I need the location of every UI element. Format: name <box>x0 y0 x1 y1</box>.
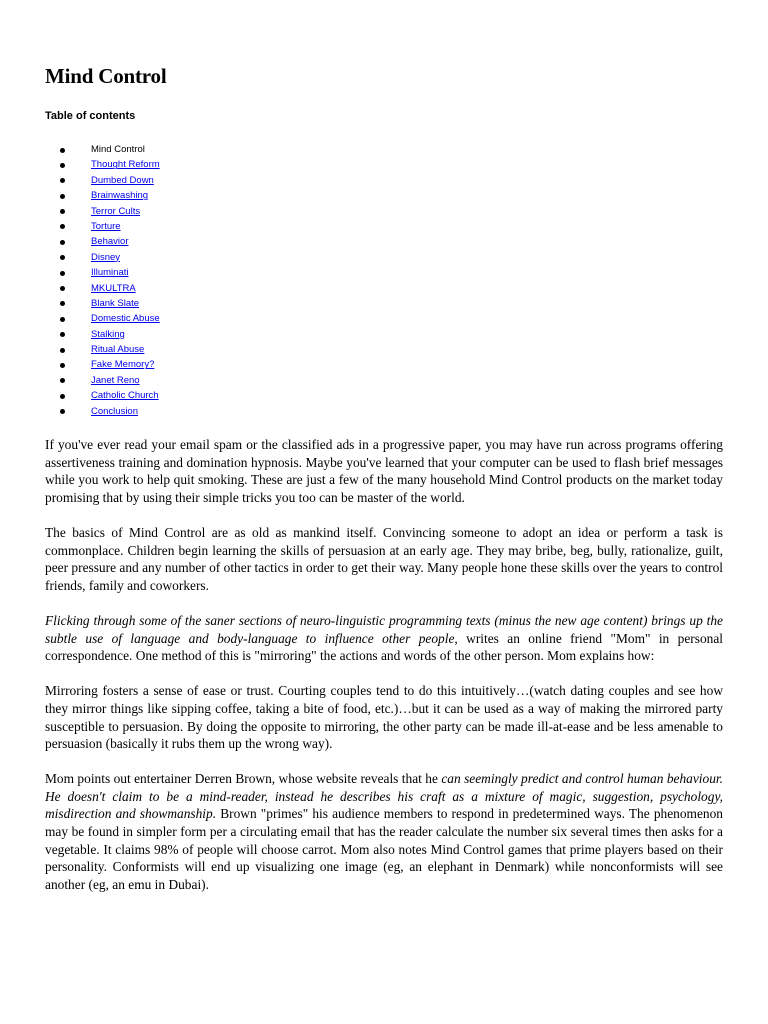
bullet-icon <box>60 178 65 183</box>
toc-link-stalking[interactable]: Stalking <box>91 328 125 340</box>
toc-heading: Table of contents <box>45 110 136 122</box>
toc-item-catholic-church[interactable] <box>0 388 160 403</box>
toc-item-thought-reform[interactable] <box>0 157 160 172</box>
bullet-icon <box>60 394 65 399</box>
paragraph-text: , writes an online friend "Mom" in personal correspondence. One method of this is "mirroring" the actions and words of the other person. Mom explains how: <box>45 630 723 664</box>
toc-link-ritual-abuse[interactable]: Ritual Abuse <box>91 344 145 356</box>
toc-item-fake-memory[interactable] <box>0 357 160 372</box>
bullet-icon <box>60 286 65 291</box>
bullet-icon <box>60 209 65 214</box>
paragraph-text: Brown "primes" his audience members to respond in predetermined ways. The phenomenon may be found in simpler form per a circulating email that has the reader calculate the number six several times then asks for a vegetable. It claims 98% of people will choose carrot. Mom also notes Mind Control games that prime players based on their personality. Conformists will end up visualizing one image (eg, an elephant in Denmark) while nonconformists will see another (eg, an emu in Dubai). <box>45 806 723 892</box>
toc-link-brainwashing[interactable]: Brainwashing <box>91 190 149 202</box>
toc-link-fake-memory[interactable]: Fake Memory? <box>91 359 155 371</box>
bullet-icon <box>60 317 65 322</box>
toc-item-blank-slate[interactable] <box>0 296 160 311</box>
bullet-icon <box>60 224 65 229</box>
toc-item-torture[interactable] <box>0 219 160 234</box>
paragraph-3 <box>45 612 723 665</box>
toc-item-mind-control <box>0 142 160 157</box>
bullet-icon <box>60 240 65 245</box>
toc-link-illuminati[interactable]: Illuminati <box>91 267 129 279</box>
bullet-icon <box>60 332 65 337</box>
quoted-text: can seemingly predict and control human behaviour. He doesn't claim to be a mind-reader, instead he describes his craft as a mixture of magic, suggestion, psychology, misdirection and showmanship. <box>45 771 723 822</box>
bullet-icon <box>60 348 65 353</box>
toc-link-terror-cults[interactable]: Terror Cults <box>91 205 141 217</box>
toc-item-domestic-abuse[interactable] <box>0 311 160 326</box>
bullet-icon <box>60 148 65 153</box>
toc-link-torture[interactable]: Torture <box>91 220 121 232</box>
toc-link-dumbed-down[interactable]: Dumbed Down <box>91 174 154 186</box>
paragraph-4: Mirroring fosters a sense of ease or trust. Courting couples tend to do this intuitively…(watch dating couples and see how they mirror things like sipping coffee, taking a bite of food, etc.)…but it can be used as a way of making the mirrored party susceptible to persuasion. By doing the opposite to mirroring, the other party can be made ill-at-ease and be less amenable to persuasion (basically it rubs them up the wrong way). <box>45 683 723 752</box>
toc-link-conclusion[interactable]: Conclusion <box>91 405 138 417</box>
toc-item-disney[interactable] <box>0 250 160 265</box>
article-body <box>45 436 723 911</box>
bullet-icon <box>60 271 65 276</box>
bullet-icon <box>60 363 65 368</box>
table-of-contents <box>0 142 160 419</box>
toc-link-mkultra[interactable]: MKULTRA <box>91 282 136 294</box>
paragraph-text: Mom points out entertainer Derren Brown, whose website reveals that he <box>45 771 442 787</box>
toc-item-mkultra[interactable] <box>0 281 160 296</box>
page-title: Mind Control <box>45 64 167 88</box>
toc-item-conclusion[interactable] <box>0 404 160 419</box>
toc-item-behavior[interactable] <box>0 234 160 249</box>
bullet-icon <box>60 194 65 199</box>
toc-link-domestic-abuse[interactable]: Domestic Abuse <box>91 313 160 325</box>
toc-item-stalking[interactable] <box>0 327 160 342</box>
bullet-icon <box>60 409 65 414</box>
toc-link-behavior[interactable]: Behavior <box>91 236 129 248</box>
toc-link-catholic-church[interactable]: Catholic Church <box>91 390 159 402</box>
toc-link-blank-slate[interactable]: Blank Slate <box>91 297 140 309</box>
toc-item-dumbed-down[interactable] <box>0 173 160 188</box>
paragraph-5 <box>45 770 723 893</box>
toc-label: Mind Control <box>91 144 145 155</box>
toc-link-thought-reform[interactable]: Thought Reform <box>91 159 160 171</box>
quoted-text: Flicking through some of the saner sections of neuro-linguistic programming texts (minus the new age content) brings up the subtle use of language and body-language to influence other people <box>45 612 723 646</box>
bullet-icon <box>60 378 65 383</box>
paragraph-2: The basics of Mind Control are as old as mankind itself. Convincing someone to adopt an idea or perform a task is commonplace. Children begin learning the skills of persuasion at an early age. They may bribe, beg, bully, rationalize, guilt, peer pressure and any number of other tactics in order to get their way. Many people hone these skills over the years to control friends, family and coworkers. <box>45 524 723 593</box>
toc-item-ritual-abuse[interactable] <box>0 342 160 357</box>
toc-item-janet-reno[interactable] <box>0 373 160 388</box>
toc-link-janet-reno[interactable]: Janet Reno <box>91 374 140 386</box>
toc-link-disney[interactable]: Disney <box>91 251 121 263</box>
paragraph-1: If you've ever read your email spam or the classified ads in a progressive paper, you may have run across programs offering assertiveness training and domination hypnosis. Maybe you've learned that your computer can be used to flash brief messages while you work to help quit smoking. These are just a few of the many household Mind Control products on the market today promising that by using their simple tricks you too can be master of the world. <box>45 437 723 505</box>
bullet-icon <box>60 301 65 306</box>
bullet-icon <box>60 163 65 168</box>
toc-item-terror-cults[interactable] <box>0 204 160 219</box>
bullet-icon <box>60 255 65 260</box>
toc-item-brainwashing[interactable] <box>0 188 160 203</box>
toc-item-illuminati[interactable] <box>0 265 160 280</box>
